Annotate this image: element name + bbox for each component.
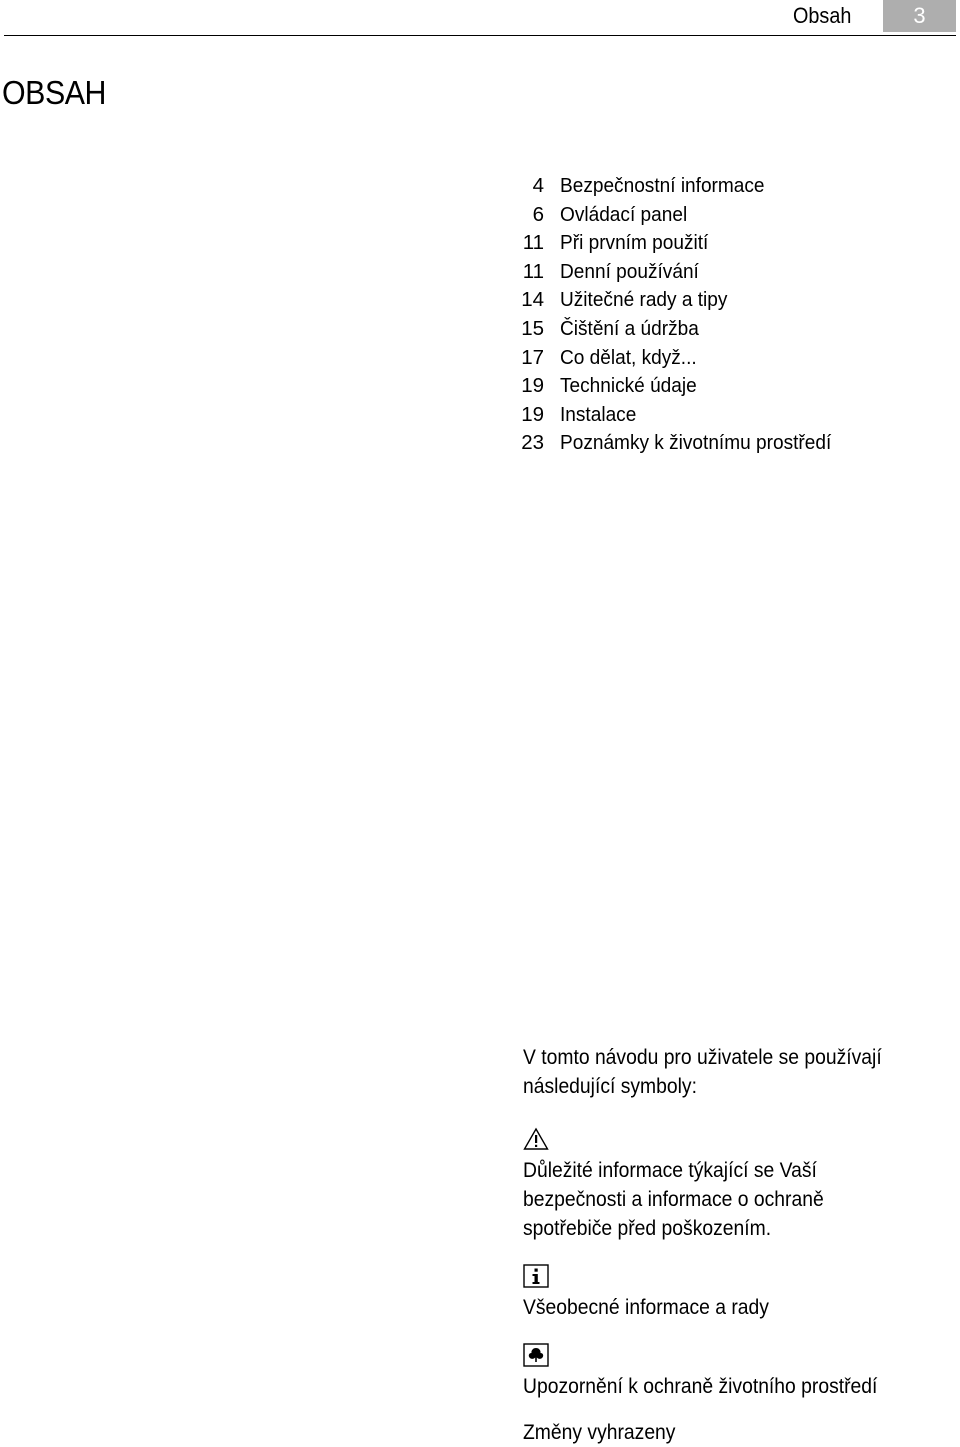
warning-line: bezpečnosti a informace o ochraně: [523, 1188, 824, 1211]
environment-line: Upozornění k ochraně životního prostředí: [523, 1375, 878, 1398]
toc-entry: [500, 401, 852, 430]
warning-description: [523, 1156, 850, 1243]
toc-entry: [500, 229, 852, 258]
toc-page-number: 11: [522, 259, 544, 283]
toc-page-number: 4: [532, 174, 544, 197]
legend-intro-line: následující symboly:: [523, 1075, 697, 1098]
toc-label: Ovládací panel: [560, 202, 688, 226]
toc-label: Užitečné rady a tipy: [560, 288, 728, 312]
info-description: [523, 1293, 790, 1322]
legend-intro-line: V tomto návodu pro uživatele se používají: [523, 1046, 882, 1069]
toc-page-number: 17: [521, 345, 544, 369]
toc-entry: [500, 258, 852, 287]
warning-triangle-icon: [523, 1127, 549, 1151]
header-page-number: 3: [883, 0, 956, 32]
changes-reserved-note: [523, 1418, 689, 1447]
environment-description: [523, 1372, 908, 1401]
info-line: Všeobecné informace a rady: [523, 1296, 769, 1319]
changes-line: Změny vyhrazeny: [523, 1421, 676, 1444]
toc-label: Technické údaje: [560, 374, 697, 398]
legend-intro: [523, 1043, 913, 1101]
toc-entry: [500, 201, 852, 230]
info-icon: [523, 1264, 549, 1288]
toc-entry: [500, 172, 852, 201]
environment-leaf-icon: [523, 1343, 549, 1367]
toc-page-number: 23: [521, 431, 544, 455]
header-section-title: Obsah: [793, 3, 852, 28]
warning-line: Důležité informace týkající se Vaší: [523, 1159, 817, 1182]
toc-label: Čištění a údržba: [560, 316, 699, 340]
toc-page-number: 14: [521, 288, 544, 312]
toc-label: Denní používání: [560, 259, 699, 283]
toc-entry: [500, 429, 852, 458]
toc-entry: [500, 286, 852, 315]
toc-label: Instalace: [560, 402, 637, 426]
toc-page-number: 6: [532, 202, 544, 226]
toc-entry: [500, 344, 852, 373]
toc-page-number: 15: [521, 316, 544, 340]
header-rule: [4, 35, 956, 36]
toc-entry: [500, 372, 852, 401]
toc-page-number: 19: [521, 402, 544, 426]
toc-label: Poznámky k životnímu prostředí: [560, 431, 832, 455]
table-of-contents: [500, 172, 852, 458]
toc-page-number: 19: [521, 374, 544, 398]
toc-label: Co dělat, když...: [560, 345, 697, 369]
warning-line: spotřebiče před poškozením.: [523, 1217, 772, 1240]
page-title: OBSAH: [2, 74, 107, 111]
toc-page-number: 11: [522, 231, 544, 255]
toc-label: Při prvním použití: [560, 231, 709, 255]
toc-entry: [500, 315, 852, 344]
toc-label: Bezpečnostní informace: [560, 174, 765, 197]
